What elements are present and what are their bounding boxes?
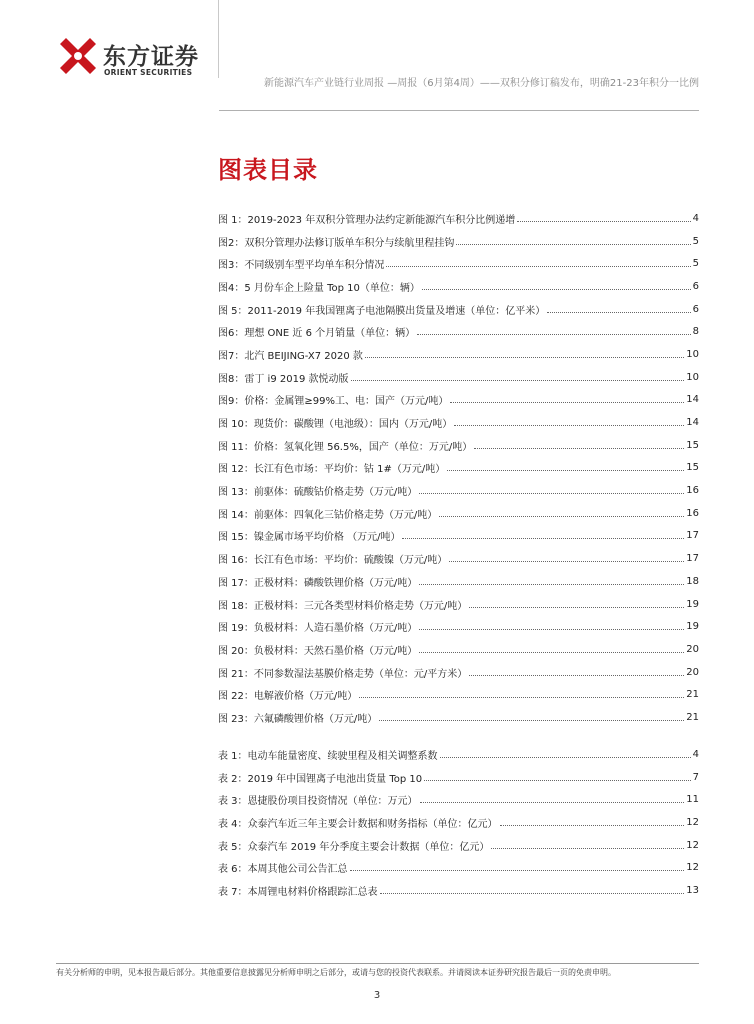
dot-leader [491,848,684,849]
toc-entry[interactable] [218,479,699,502]
toc-entry-label: 图2：双积分管理办法修订版单车积分与续航里程挂钩 [218,237,455,249]
dot-leader [417,334,691,335]
dot-leader [379,720,684,721]
dot-leader [419,652,684,653]
toc-entry[interactable] [218,252,699,275]
toc-entry-label: 图 13：前驱体：硫酸钴价格走势（万元/吨） [218,487,418,499]
toc-entry-page: 10 [686,348,699,360]
toc-entry[interactable] [218,457,699,480]
toc-entry-page: 16 [686,507,699,519]
toc-entry[interactable] [218,502,699,525]
toc-entry-page: 12 [686,816,699,828]
toc-entry-page: 12 [686,862,699,874]
dot-leader [469,607,684,608]
toc-entry-page: 10 [686,371,699,383]
dot-leader [365,357,684,358]
toc-entry-label: 表 2：2019 年中国锂离子电池出货量 Top 10 [218,773,423,785]
toc-entry[interactable] [218,593,699,616]
toc-entry-label: 图 19：负极材料：人造石墨价格（万元/吨） [218,623,418,635]
toc-entry-label: 图 17：正极材料：磷酸铁锂价格（万元/吨） [218,577,418,589]
dot-leader [402,538,684,539]
toc-entry[interactable] [218,661,699,684]
toc-entry[interactable] [218,320,699,343]
toc-entry-label: 图 18：正极材料：三元各类型材料价格走势（万元/吨） [218,600,468,612]
page-number: 3 [373,990,381,1001]
toc-entry[interactable] [218,706,699,729]
dot-leader [450,402,684,403]
toc-entry-page: 15 [686,462,699,474]
toc-entry-label: 表 5：众泰汽车 2019 年分季度主要会计数据（单位：亿元） [218,841,490,853]
dot-leader [547,312,690,313]
toc-entry-page: 18 [686,575,699,587]
toc-entry-label: 图 22：电解液价格（万元/吨） [218,691,358,703]
toc-entry[interactable] [218,207,699,230]
toc-entry-label: 图 12：长江有色市场：平均价：钴 1#（万元/吨） [218,464,446,476]
toc-entry[interactable] [218,547,699,570]
toc-entry-label: 表 4：众泰汽车近三年主要会计数据和财务指标（单位：亿元） [218,818,498,830]
toc-title: 图表目录 [218,156,318,184]
toc-entry[interactable] [218,615,699,638]
dot-leader [419,629,684,630]
toc-entry-label: 图6：理想 ONE 近 6 个月销量（单位：辆） [218,328,416,340]
dot-leader [351,380,685,381]
toc-entry[interactable] [218,275,699,298]
dot-leader [454,425,684,426]
toc-entry-page: 4 [692,212,699,224]
toc-entry[interactable] [218,638,699,661]
dot-leader [439,516,684,517]
toc-entry[interactable] [218,683,699,706]
disclaimer: 有关分析师的申明，见本报告最后部分。其他重要信息披露见分析师申明之后部分，或请与您的投资代表联系。并请阅读本证券研究报告最后一页的免责申明。 [56,968,616,977]
toc-entry-page: 14 [686,394,699,406]
footer-rule [56,963,699,964]
toc-entry-label: 图 14：前驱体：四氧化三钴价格走势（万元/吨） [218,509,438,521]
toc-entry-label: 表 1：电动车能量密度、续驶里程及相关调整系数 [218,750,438,762]
report-header-title: 新能源汽车产业链行业周报 —周报（6月第4周）——双积分修订稿发布，明确21-23年积分一比例 [264,78,699,89]
toc-entry-label: 图 23：六氟磷酸锂价格（万元/吨） [218,713,378,725]
toc-entry[interactable] [218,434,699,457]
toc-entry-label: 图3：不同级别车型平均单车积分情况 [218,260,385,272]
toc-entry-page: 17 [686,530,699,542]
dot-leader [424,780,690,781]
toc-entry[interactable] [218,834,699,857]
toc-entry[interactable] [218,525,699,548]
toc-entry[interactable] [218,856,699,879]
toc-entry[interactable] [218,298,699,321]
figure-list [218,207,699,729]
toc-entry-page: 21 [686,689,699,701]
brand-name-en: ORIENT SECURITIES [104,68,193,77]
toc-entry-page: 11 [686,794,699,806]
toc-entry-page: 6 [692,280,699,292]
dot-leader [456,244,690,245]
toc-entry-page: 16 [686,485,699,497]
dot-leader [440,757,691,758]
dot-leader [474,448,684,449]
dot-leader [447,470,684,471]
toc-entry-page: 6 [692,303,699,315]
dot-leader [449,561,684,562]
toc-entry[interactable] [218,366,699,389]
toc-entry-label: 图 20：负极材料：天然石墨价格（万元/吨） [218,645,418,657]
toc-entry-page: 17 [686,553,699,565]
toc-entry[interactable] [218,411,699,434]
toc-entry[interactable] [218,570,699,593]
toc-entry[interactable] [218,743,699,766]
dot-leader [359,697,684,698]
dot-leader [420,802,685,803]
toc-entry-label: 图 21：不同参数湿法基膜价格走势（单位：元/平方米） [218,668,468,680]
toc-entry-label: 图 5：2011-2019 年我国锂离子电池隔膜出货量及增速（单位：亿平米） [218,305,546,317]
toc-entry-page: 20 [686,643,699,655]
toc-entry-label: 表 6：本周其他公司公告汇总 [218,864,348,876]
toc-entry-page: 19 [686,621,699,633]
toc-entry-page: 13 [686,884,699,896]
dot-leader [380,893,685,894]
toc-entry-label: 表 3：恩捷股份项目投资情况（单位：万元） [218,796,418,808]
dot-leader [419,584,684,585]
toc-entry-label: 图 1：2019-2023 年双积分管理办法约定新能源汽车积分比例递增 [218,214,516,226]
header-divider [218,0,219,78]
toc-entry-label: 图4：5 月份车企上险量 Top 10（单位：辆） [218,282,420,294]
dot-leader [350,870,685,871]
toc-entry-label: 图 10：现货价：碳酸锂（电池级）：国内（万元/吨） [218,419,453,431]
toc-entry-page: 8 [692,326,699,338]
dot-leader [419,493,684,494]
header-rule [219,110,699,111]
toc-entry-page: 7 [692,771,699,783]
toc-entry-label: 表 7：本周锂电材料价格跟踪汇总表 [218,886,378,898]
toc-entry[interactable] [218,389,699,412]
toc-entry-label: 图 11：价格：氢氧化锂 56.5%，国产（单位：万元/吨） [218,441,473,453]
toc-entry-label: 图 16：长江有色市场：平均价：硫酸镍（万元/吨） [218,555,448,567]
toc-entry-label: 图8：雷丁 i9 2019 款悦动版 [218,373,349,385]
toc-entry-label: 图9：价格：金属锂≥99%工、电：国产（万元/吨） [218,396,449,408]
orient-logo-icon [56,34,100,78]
toc-entry[interactable] [218,343,699,366]
toc-entry-page: 14 [686,417,699,429]
brand-name-cn: 东方证券 [103,44,199,70]
dot-leader [422,289,691,290]
toc-entry-page: 20 [686,666,699,678]
company-logo [56,34,216,82]
dot-leader [386,266,690,267]
toc-entry[interactable] [218,230,699,253]
toc-entry-page: 19 [686,598,699,610]
table-list [218,743,699,902]
toc-entry[interactable] [218,766,699,789]
toc-entry[interactable] [218,788,699,811]
dot-leader [500,825,685,826]
toc-entry-page: 5 [692,235,699,247]
dot-leader [517,221,690,222]
toc-entry[interactable] [218,879,699,902]
toc-entry-page: 12 [686,839,699,851]
toc-entry-label: 图7：北汽 BEIJING-X7 2020 款 [218,350,363,362]
toc-entry-label: 图 15：镍金属市场平均价格 （万元/吨） [218,532,401,544]
toc-entry-page: 15 [686,439,699,451]
toc-entry[interactable] [218,811,699,834]
toc-entry-page: 4 [692,748,699,760]
toc-entry-page: 21 [686,711,699,723]
toc-entry-page: 5 [692,258,699,270]
dot-leader [469,675,684,676]
